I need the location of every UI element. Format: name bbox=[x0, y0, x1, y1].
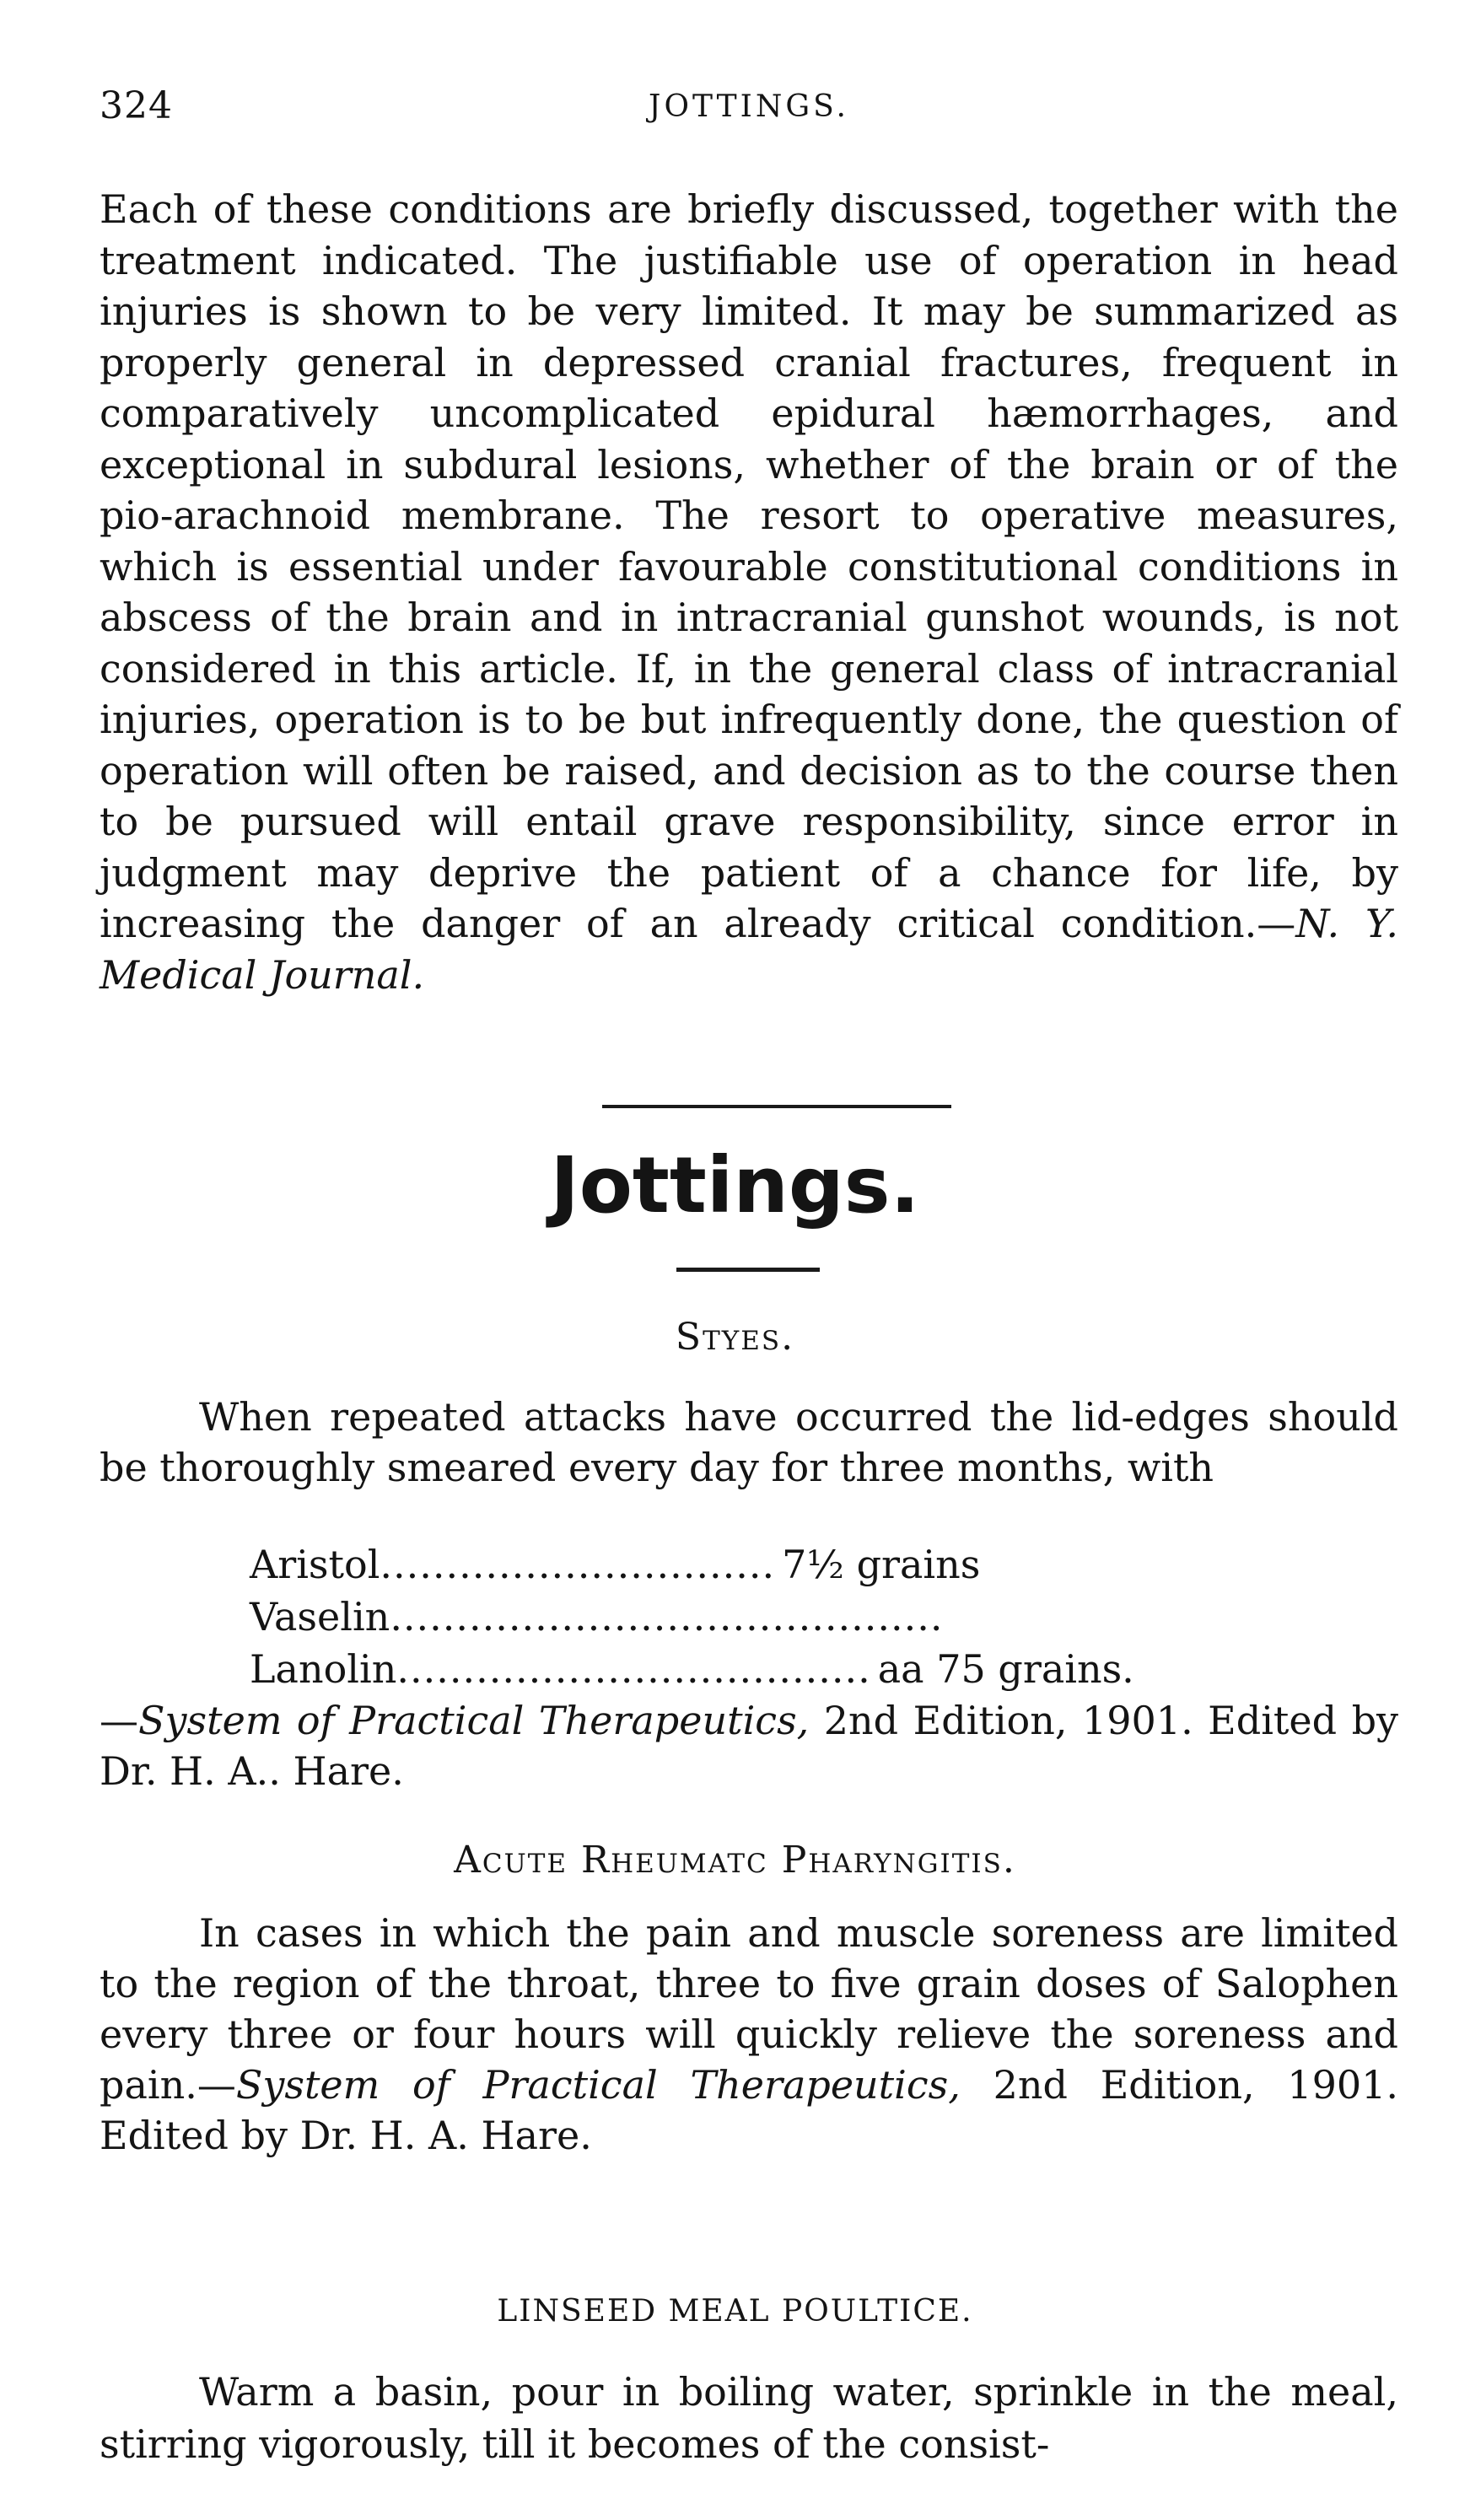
recipe-line bbox=[250, 1594, 950, 1645]
intro-source: N. Y. Medical Journal. bbox=[100, 901, 1398, 998]
linseed-section bbox=[100, 2366, 1398, 2470]
intro-section bbox=[100, 184, 1398, 1000]
styes-paragraph: When repeated attacks have occurred the lid-edges should be thoroughly smeared every day for three months, with bbox=[100, 1394, 1398, 1490]
styes-heading: Styes. bbox=[675, 1316, 795, 1359]
section-rule-top bbox=[602, 1105, 951, 1108]
linseed-heading: LINSEED MEAL POULTICE. bbox=[497, 2294, 973, 2329]
citation-details: 2nd Edition, 1901. Edited by Dr. H. A.. Hare. bbox=[100, 1698, 1399, 1794]
citation-source: System of Practical Therapeutics, bbox=[138, 1698, 810, 1743]
recipe-amount: aa 75 grains. bbox=[877, 1646, 1134, 1692]
recipe-leader-dots: .......................................... bbox=[390, 1594, 944, 1640]
recipe-ingredient: Vaselin bbox=[250, 1594, 390, 1640]
styes-section bbox=[100, 1392, 1398, 1493]
linseed-paragraph: Warm a basin, pour in boiling water, sprinkle in the meal, stirring vigorously, till it becomes of the consist- bbox=[100, 2369, 1398, 2467]
styes-citation-paragraph bbox=[100, 1695, 1398, 1796]
citation-dash: — bbox=[100, 1698, 138, 1743]
page-number: 324 bbox=[100, 84, 173, 127]
recipe-leader-dots: .................................... bbox=[396, 1646, 871, 1692]
recipe-line bbox=[250, 1542, 980, 1592]
recipe-line bbox=[250, 1646, 1134, 1697]
section-rule-bottom bbox=[676, 1268, 820, 1272]
recipe-ingredient: Lanolin bbox=[250, 1646, 397, 1692]
citation-details: 2nd Edition, 1901. Edited by Dr. H. A. Hare. bbox=[100, 2062, 1398, 2158]
recipe-ingredient: Aristol bbox=[250, 1542, 380, 1587]
citation-source: System of Practical Therapeutics, bbox=[235, 2062, 961, 2108]
running-head-title: JOTTINGS. bbox=[649, 89, 849, 124]
recipe-amount: 7½ grains bbox=[782, 1542, 981, 1587]
pharyngitis-text: In cases in which the pain and muscle soreness are limited to the region of the throat, three to five grain doses of Salophen every three or four hours will quickly relieve the soreness and pain.— bbox=[100, 1910, 1398, 2108]
running-head bbox=[100, 84, 1398, 135]
intro-text: Each of these conditions are briefly discussed, together with the treatment indicated. The justifiable use of operation in head injuries is shown to be very limited. It may be summarized as properly general in depressed cranial fractures, frequent in comparatively uncomplicated epidural hæmorrhages, and exceptional in subdural lesions, whether of the brain or of the pio-arachnoid membrane. The resort to operative measures, which is essential under favourable constitutional conditions in abscess of the brain and in intracranial gunshot wounds, is not considered in this article. If, in the general class of intracranial injuries, operation is to be but infrequently done, the question of operation will often be raised, and decision as to the course then to be pursued will entail grave responsibility, since error in judgment may deprive the patient of a chance for life, by increasing the danger of an already critical condition.— bbox=[100, 186, 1398, 946]
pharyngitis-heading: Acute Rheumatc Pharyngitis. bbox=[454, 1839, 1016, 1882]
section-title: Jottings. bbox=[550, 1140, 920, 1230]
pharyngitis-section bbox=[100, 1908, 1398, 2161]
styes-citation bbox=[100, 1695, 1398, 1796]
recipe-leader-dots: .............................. bbox=[380, 1542, 776, 1587]
intro-paragraph bbox=[100, 184, 1398, 1000]
pharyngitis-paragraph bbox=[100, 1908, 1398, 2161]
